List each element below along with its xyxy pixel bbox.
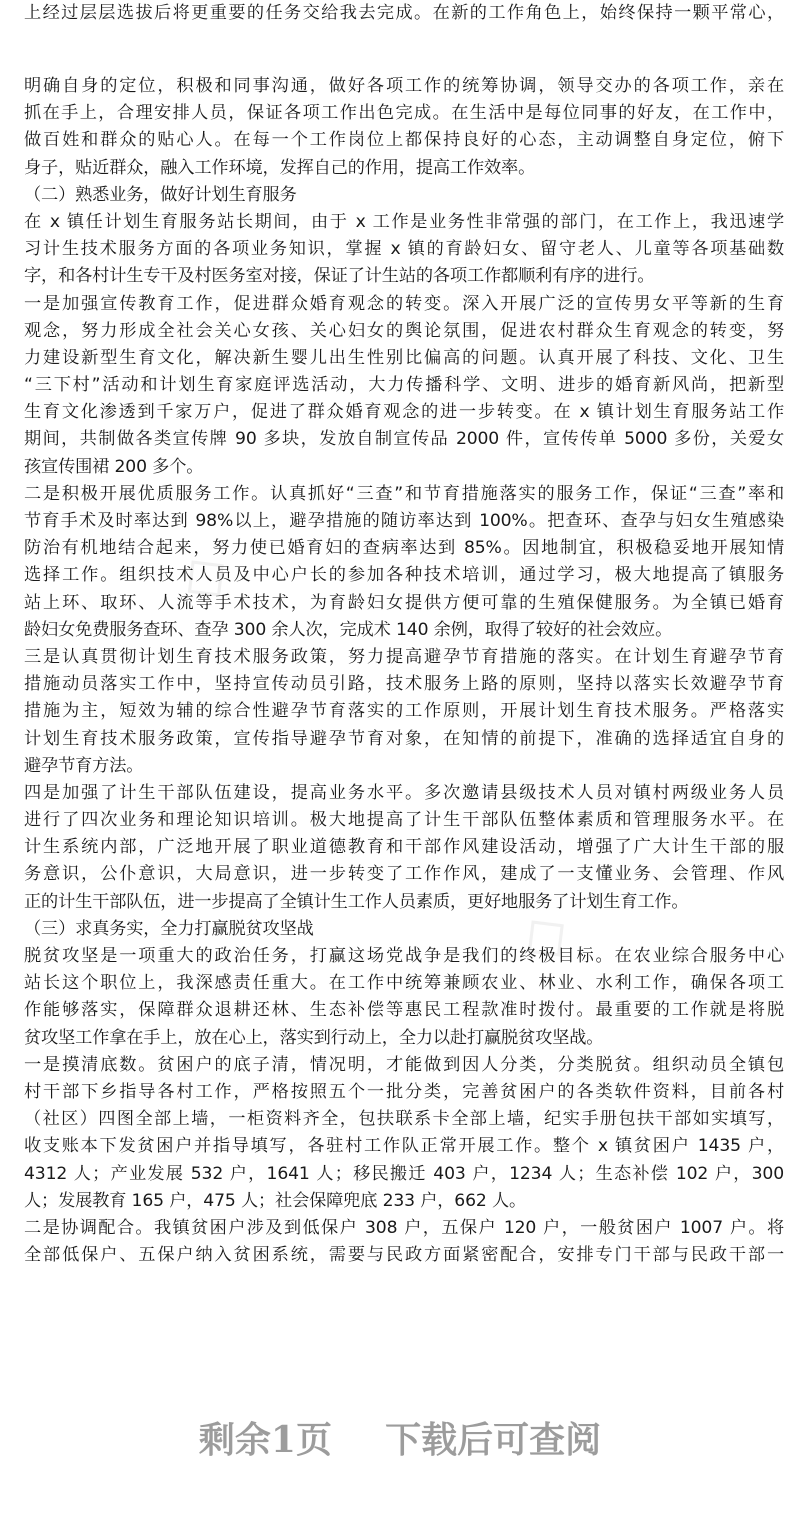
text-line: 抓在手上，合理安排人员，保证各项工作出色完成。在生活中是每位同事的好友，在工作中， bbox=[24, 103, 784, 124]
text-line: 孩宣传围裙 200 多个。 bbox=[24, 456, 204, 477]
text-line: 站长这个职位上，我深感责任重大。在工作中统筹兼顾农业、林业、水利工作，确保各项工 bbox=[24, 973, 784, 994]
text-line: 措施为主，短效为辅的综合性避孕节育落实的工作原则，开展计划生育技术服务。严格落实 bbox=[24, 701, 784, 722]
text-line: 选择工作。组织技术人员及中心户长的参加各种技术培训，通过学习，极大地提高了镇服务 bbox=[24, 565, 784, 586]
text-line: 三是认真贯彻计划生育技术服务政策，努力提高避孕节育措施的落实。在计划生育避孕节育 bbox=[24, 646, 784, 667]
text-line: 期间，共制做各类宣传牌 90 多块，发放自制宣传品 2000 件，宣传传单 5000 多份，关爱女 bbox=[24, 429, 784, 450]
text-line: 计生系统内部，广泛地开展了职业道德教育和干部作风建设活动，增强了广大计生干部的服 bbox=[24, 837, 784, 858]
text-line: 做百姓和群众的贴心人。在每一个工作岗位上都保持良好的心态，主动调整自身定位，俯下 bbox=[24, 130, 784, 151]
text-line: 作能够落实，保障群众退耕还林、生态补偿等惠民工程款准时拨付。最重要的工作就是将脱 bbox=[24, 1000, 784, 1021]
text-line: 措施动员落实工作中，坚持宣传动员引路，技术服务上路的原则，坚持以落实长效避孕节育 bbox=[24, 674, 784, 695]
text-line: 一是摸清底数。贫困户的底子清，情况明，才能做到因人分类，分类脱贫。组织动员全镇包 bbox=[24, 1054, 784, 1075]
remaining-pages-label: 剩余1页 bbox=[198, 1419, 332, 1461]
text-line: 明确自身的定位，积极和同事沟通，做好各项工作的统筹协调，领导交办的各项工作，亲在 bbox=[24, 76, 784, 96]
text-line: 人；发展教育 165 户，475 人；社会保障兜底 233 户，662 人。 bbox=[24, 1190, 527, 1211]
text-line: 在 x 镇任计划生育服务站长期间，由于 x 工作是业务性非常强的部门，在工作上，我迅速学 bbox=[24, 211, 784, 232]
text-line: 务意识，公仆意识，大局意识，进一步转变了工作作风，建成了一支懂业务、会管理、作风 bbox=[24, 864, 784, 885]
text-line: 一是加强宣传教育工作，促进群众婚育观念的转变。深入开展广泛的宣传男女平等新的生育 bbox=[24, 293, 784, 314]
section-heading: （三）求真务实，全力打赢脱贫攻坚战 bbox=[24, 918, 314, 939]
text-line: 字，和各村计生专干及村医务室对接，保证了计生站的各项工作都顺利有序的进行。 bbox=[24, 266, 655, 287]
text-line: 二是积极开展优质服务工作。认真抓好“三查”和节育措施落实的服务工作，保证“三查”率和 bbox=[24, 483, 784, 504]
text-line: 进行了四次业务和理论知识培训。极大地提高了计生干部队伍整体素质和管理服务水平。在 bbox=[24, 810, 784, 831]
text-line: 生育文化渗透到千家万户，促进了群众婚育观念的进一步转变。在 x 镇计划生育服务站工作 bbox=[24, 402, 784, 423]
text-line: 计划生育技术服务政策，宣传指导避孕节育对象，在知情的前提下，准确的选择适宜自身的 bbox=[24, 728, 784, 749]
text-line: 观念，努力形成全社会关心女孩、关心妇女的舆论氛围，促进农村群众生育观念的转变，努 bbox=[24, 320, 784, 341]
text-line: 4312 人；产业发展 532 户，1641 人；移民搬迁 403 户，1234 人；生态补偿 102 户，300 bbox=[24, 1163, 784, 1184]
text-line: 正的计生干部队伍，进一步提高了全镇计生工作人员素质，更好地服务了计划生育工作。 bbox=[24, 891, 689, 912]
top-text-block bbox=[24, 0, 784, 27]
text-line: 防治有机地结合起来，努力使已婚育妇的查病率达到 85%。因地制宜，积极稳妥地开展知情 bbox=[24, 538, 784, 559]
download-prompt[interactable] bbox=[0, 1410, 800, 1470]
main-text-block bbox=[24, 73, 784, 1269]
section-heading: （二）熟悉业务，做好计划生育服务 bbox=[24, 184, 297, 205]
text-line: 村干部下乡指导各村工作，严格按照五个一批分类，完善贫困户的各类软件资料，目前各村 bbox=[24, 1081, 784, 1102]
text-line: 龄妇女免费服务查环、查孕 300 余人次，完成术 140 余例，取得了较好的社会效应。 bbox=[24, 619, 673, 640]
text-line: 避孕节育方法。 bbox=[24, 755, 144, 776]
text-line: 二是协调配合。我镇贫困户涉及到低保户 308 户，五保户 120 户，一般贫困户 1007 户。将 bbox=[24, 1217, 784, 1238]
text-line: 贫攻坚工作拿在手上，放在心上，落实到行动上，全力以赴打赢脱贫攻坚战。 bbox=[24, 1027, 604, 1048]
text-line: 习计生技术服务方面的各项业务知识，掌握 x 镇的育龄妇女、留守老人、儿童等各项基础数 bbox=[24, 239, 784, 260]
text-line: 力建设新型生育文化，解决新生婴儿出生性别比偏高的问题。认真开展了科技、文化、卫生 bbox=[24, 347, 784, 368]
watermark: ◇ bbox=[503, 893, 583, 977]
text-line: 身子，贴近群众，融入工作环境，发挥自己的作用，提高工作效率。 bbox=[24, 157, 536, 178]
text-line: 全部低保户、五保户纳入贫困系统，需要与民政方面紧密配合，安排专门干部与民政干部一 bbox=[24, 1245, 784, 1266]
text-line: 收支账本下发贫困户并指导填写，各驻村工作队正常开展工作。整个 x 镇贫困户 1435 户， bbox=[24, 1136, 784, 1157]
watermark: ◇ bbox=[163, 533, 243, 617]
text-line: 四是加强了计生干部队伍建设，提高业务水平。多次邀请县级技术人员对镇村两级业务人员 bbox=[24, 782, 784, 803]
text-line: 节育手术及时率达到 98%以上，避孕措施的随访率达到 100%。把查环、查孕与妇女生殖感染 bbox=[24, 511, 784, 531]
text-line: 上经过层层选拔后将更重要的任务交给我去完成。在新的工作角色上，始终保持一颗平常心， bbox=[24, 3, 784, 23]
text-line: 站上环、取环、人流等手术技术，为育龄妇女提供方便可靠的生殖保健服务。为全镇已婚育 bbox=[24, 592, 784, 613]
text-line: （社区）四图全部上墙，一柜资料齐全，包扶联系卡全部上墙，纪实手册包扶干部如实填写， bbox=[24, 1109, 784, 1130]
text-line: “三下村”活动和计划生育家庭评选活动，大力传播科学、文明、进步的婚育新风尚，把新型 bbox=[24, 375, 784, 396]
text-line: 脱贫攻坚是一项重大的政治任务，打赢这场党战争是我们的终极目标。在农业综合服务中心 bbox=[24, 946, 784, 966]
download-to-view-label[interactable]: 下载后可查阅 bbox=[385, 1419, 602, 1461]
